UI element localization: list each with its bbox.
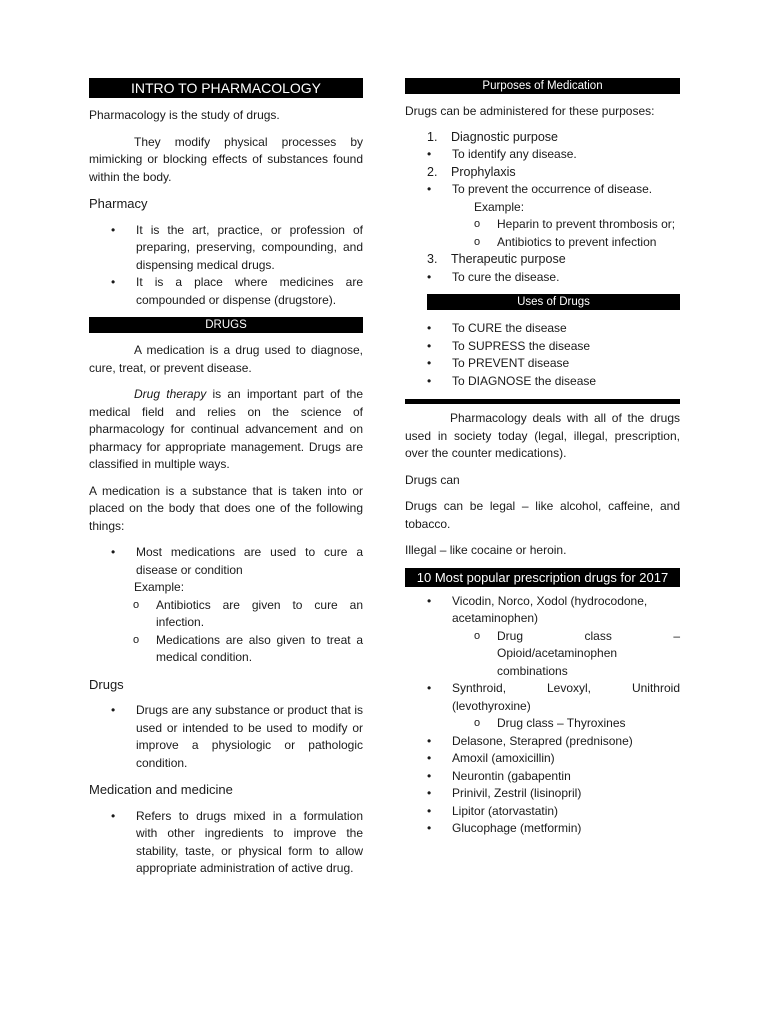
page-title: INTRO TO PHARMACOLOGY xyxy=(89,78,363,98)
list-item: • Lipitor (atorvastatin) xyxy=(405,803,680,821)
medication-paragraph: A medication is a drug used to diagnose, cure, treat, or prevent disease. xyxy=(89,343,363,375)
illegal-drugs-paragraph: Illegal – like cocaine or heroin. xyxy=(405,543,567,557)
left-column xyxy=(89,78,363,878)
list-item: • To DIAGNOSE the disease xyxy=(405,373,680,391)
list-item: • Delasone, Sterapred (prednisone) xyxy=(405,733,680,751)
uses-section-bar: Uses of Drugs xyxy=(427,294,680,310)
modify-paragraph: They modify physical processes by mimicking or blocking effects of substances found within the body. xyxy=(89,134,363,184)
popular-drugs-list xyxy=(405,593,680,628)
list-item: • Neurontin (gabapentin xyxy=(405,768,680,786)
medication-examples-list xyxy=(111,597,363,667)
pharmacology-deals-paragraph: Pharmacology deals with all of the drugs used in society today (legal, illegal, prescription, over the counter medications). xyxy=(405,411,680,460)
drug-therapy-term: Drug therapy xyxy=(134,387,207,401)
list-item: • To prevent the occurrence of disease. xyxy=(405,181,680,199)
popular-drugs-sublist xyxy=(452,715,680,733)
list-item: • To cure the disease. xyxy=(405,269,680,287)
drugs-heading: Drugs xyxy=(89,676,124,692)
list-item: • To CURE the disease xyxy=(405,320,680,338)
drug-therapy-paragraph xyxy=(89,386,363,474)
example-label: Example: xyxy=(474,199,525,214)
purposes-section-bar: Purposes of Medication xyxy=(405,78,680,94)
list-item: o Drug class – Thyroxines xyxy=(452,715,680,733)
list-item: o Heparin to prevent thrombosis or; xyxy=(452,216,680,234)
therapeutic-heading xyxy=(405,251,680,269)
popular-drugs-list xyxy=(405,680,680,715)
purposes-intro: Drugs can be administered for these purposes: xyxy=(405,104,655,118)
number-label: 1. xyxy=(427,129,438,144)
uses-list xyxy=(405,320,680,390)
intro-paragraph: Pharmacology is the study of drugs. xyxy=(89,108,280,122)
section-divider xyxy=(405,399,680,404)
therapeutic-list xyxy=(405,269,680,287)
heading-text: Therapeutic purpose xyxy=(451,252,566,266)
drugs-list xyxy=(89,702,363,772)
number-label: 3. xyxy=(427,252,438,266)
diagnostic-heading xyxy=(405,129,680,147)
diagnostic-list xyxy=(405,146,680,164)
list-item: • Synthroid, Levoxyl, Unithroid (levothyroxine) xyxy=(405,680,680,715)
list-item: • To PREVENT disease xyxy=(405,355,680,373)
pharmacy-list xyxy=(89,222,363,310)
list-item: • To SUPRESS the disease xyxy=(405,338,680,356)
list-item: o Antibiotics are given to cure an infection. xyxy=(111,597,363,632)
right-column xyxy=(405,78,680,838)
list-item: o Medications are also given to treat a medical condition. xyxy=(111,632,363,667)
legal-drugs-paragraph: Drugs can be legal – like alcohol, caffeine, and tobacco. xyxy=(405,499,680,531)
list-item: • It is a place where medicines are compounded or dispense (drugstore). xyxy=(89,274,363,309)
medication-medicine-heading: Medication and medicine xyxy=(89,782,233,797)
list-item: • It is the art, practice, or profession of preparing, preserving, compounding, and dispensing medical drugs. xyxy=(89,222,363,275)
popular-drugs-sublist xyxy=(452,628,680,681)
drug-therapy-text: is an important part of the medical field and relies on the science of pharmacology for continual advancement and on pharmacy for appropriate management. Drugs are classified in multiple ways. xyxy=(89,387,364,471)
drugs-section-bar: DRUGS xyxy=(89,317,363,333)
substance-paragraph: A medication is a substance that is taken into or placed on the body that does one of the following things: xyxy=(89,483,363,533)
prophylaxis-list xyxy=(405,181,680,199)
list-item: • Glucophage (metformin) xyxy=(405,820,680,838)
medication-medicine-list xyxy=(89,808,363,878)
list-item: • Vicodin, Norco, Xodol (hydrocodone, acetaminophen) xyxy=(405,593,680,628)
popular-drugs-list xyxy=(405,733,680,838)
list-item: • Most medications are used to cure a disease or condition xyxy=(89,544,363,579)
medication-uses-list xyxy=(89,544,363,579)
list-item: o Antibiotics to prevent infection xyxy=(452,234,680,252)
heading-text: Prophylaxis xyxy=(451,164,516,179)
example-label: Example: xyxy=(134,580,185,594)
list-item: • To identify any disease. xyxy=(405,146,680,164)
list-item: • Amoxil (amoxicillin) xyxy=(405,750,680,768)
list-item: • Prinivil, Zestril (lisinopril) xyxy=(405,785,680,803)
drugs-can-paragraph: Drugs can xyxy=(405,472,460,487)
number-label: 2. xyxy=(427,164,438,179)
heading-text: Diagnostic purpose xyxy=(451,129,559,144)
list-item: • Refers to drugs mixed in a formulation with other ingredients to improve the stability, taste, or physical form to allow appropriate administration of active drug. xyxy=(89,808,363,878)
list-item: o Drug class – Opioid/acetaminophen combinations xyxy=(452,628,680,681)
list-item: • Drugs are any substance or product that is used or intended to be used to modify or improve a physiologic or pathologic condition. xyxy=(89,702,363,772)
popular-drugs-section-bar: 10 Most popular prescription drugs for 2017 xyxy=(405,568,680,587)
prophylaxis-examples-list xyxy=(452,216,680,251)
prophylaxis-heading xyxy=(405,164,680,182)
pharmacy-heading: Pharmacy xyxy=(89,196,148,211)
